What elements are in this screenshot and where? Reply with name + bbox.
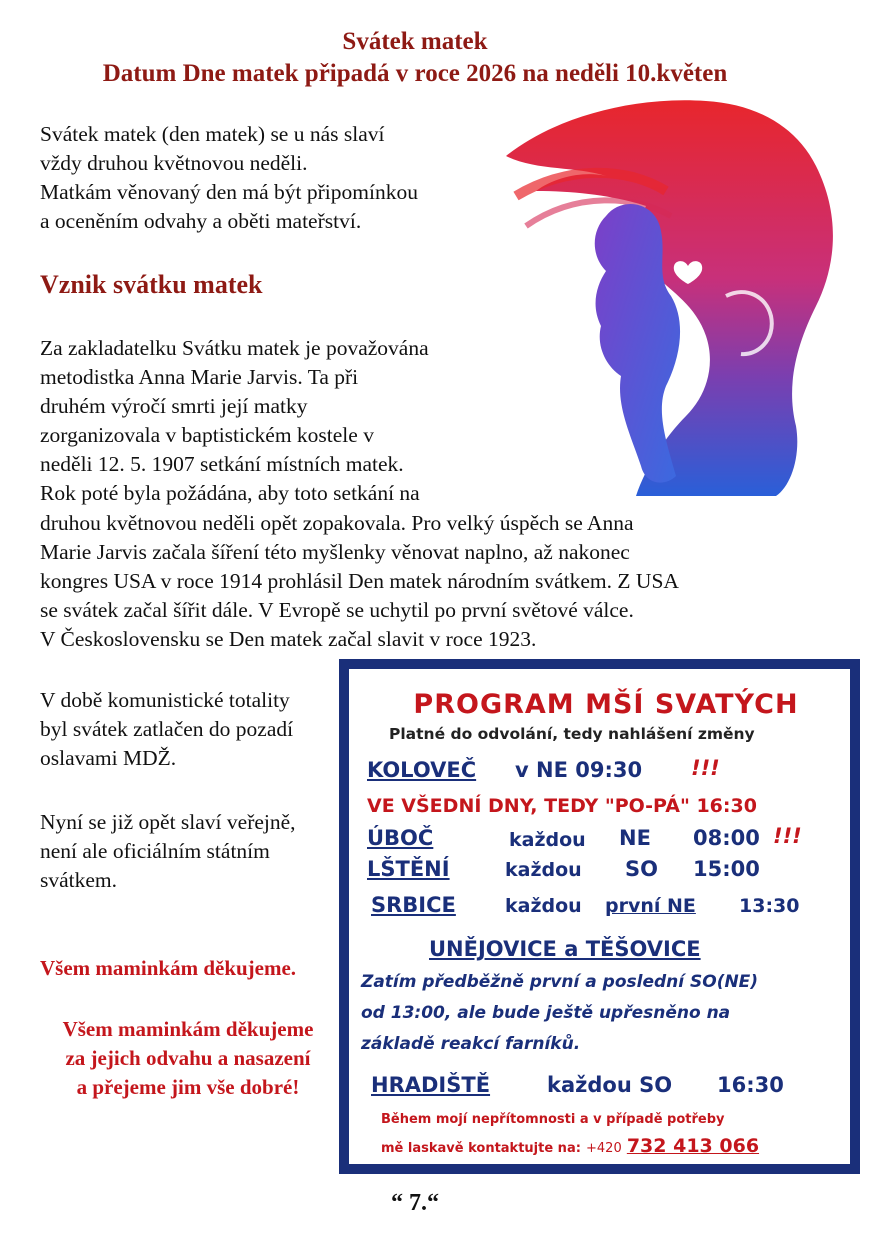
contact-text: mě laskavě kontaktujte na: (381, 1141, 581, 1156)
text-line: metodistka Anna Marie Jarvis. Ta při (40, 365, 359, 389)
text-line: Všem maminkám děkujeme (62, 1017, 314, 1041)
history-paragraph (40, 334, 500, 508)
lsteni-time: 15:00 (693, 857, 760, 881)
hradiste-label: HRADIŠTĚ (371, 1073, 491, 1097)
uboc-each: každou (509, 829, 586, 851)
hradiste-day: každou SO (547, 1073, 673, 1097)
lsteni-each: každou (505, 859, 582, 881)
note-line: základě reakcí farníků. (361, 1034, 581, 1054)
kolovec-time: v NE 09:30 (515, 758, 643, 782)
contact-phone-line (381, 1135, 759, 1157)
uboc-day: NE (619, 826, 651, 850)
text-line: Nyní se již opět slaví veřejně, (40, 810, 296, 834)
text-line: Matkám věnovaný den má být připomínkou (40, 180, 418, 204)
history-paragraph-continued (40, 509, 840, 654)
page-title: Svátek matek (342, 28, 488, 55)
srbice-day: první NE (605, 895, 696, 917)
program-title: PROGRAM MŠÍ SVATÝCH (413, 689, 799, 720)
text-line: V době komunistické totality (40, 688, 290, 712)
text-line: Rok poté byla požádána, aby toto setkání na (40, 481, 420, 505)
page-number: “ 7.“ (391, 1190, 439, 1216)
section-heading: Vznik svátku matek (40, 270, 263, 299)
text-line: druhém výročí smrti její matky (40, 394, 308, 418)
srbice-time: 13:30 (739, 895, 800, 917)
uboc-exclamation: !!! (773, 824, 802, 848)
text-line: svátkem. (40, 868, 118, 892)
srbice-label: SRBICE (371, 893, 456, 917)
note-line: Zatím předběžně první a poslední SO(NE) (361, 972, 759, 992)
phone-prefix: +420 (586, 1141, 622, 1156)
text-line: byl svátek zatlačen do pozadí (40, 717, 294, 741)
text-line: V Československu se Den matek začal slavit v roce 1923. (40, 627, 537, 651)
text-line: Marie Jarvis začala šíření této myšlenky věnovat naplno, až nakonec (40, 540, 630, 564)
kolovec-exclamation: !!! (691, 756, 720, 780)
kolovec-label: KOLOVEČ (367, 758, 477, 782)
text-line: a přejeme jim vše dobré! (76, 1075, 300, 1099)
mass-program-content (349, 669, 850, 1164)
text-line: se svátek začal šířit dále. V Evropě se uchytil po první světové válce. (40, 598, 634, 622)
text-line: zorganizovala v baptistickém kostele v (40, 423, 374, 447)
intro-paragraph (40, 120, 500, 236)
thanks-line: Všem maminkám děkujeme. (40, 956, 297, 980)
program-subtitle: Platné do odvolání, tedy nahlášení změny (389, 725, 755, 743)
text-line: Svátek matek (den matek) se u nás slaví (40, 122, 385, 146)
mass-program-box (339, 659, 860, 1174)
text-line: Za zakladatelku Svátku matek je považována (40, 336, 429, 360)
contact-line: Během mojí nepřítomnosti a v případě potřeby (381, 1112, 725, 1127)
lsteni-label: LŠTĚNÍ (367, 857, 450, 881)
text-line: za jejich odvahu a nasazení (65, 1046, 311, 1070)
text-line: vždy druhou květnovou neděli. (40, 151, 308, 175)
srbice-each: každou (505, 895, 582, 917)
text-line: druhou květnovou neděli opět zopakovala. Pro velký úspěch se Anna (40, 511, 634, 535)
phone-number[interactable]: 732 413 066 (626, 1135, 760, 1157)
lsteni-day: SO (625, 857, 658, 881)
text-line: neděli 12. 5. 1907 setkání místních matek. (40, 452, 404, 476)
weekday-line: VE VŠEDNÍ DNY, TEDY "PO-PÁ" 16:30 (367, 795, 757, 817)
text-line: kongres USA v roce 1914 prohlásil Den matek národním svátkem. Z USA (40, 569, 679, 593)
hradiste-time: 16:30 (717, 1073, 784, 1097)
present-paragraph (40, 808, 340, 895)
totality-paragraph (40, 686, 340, 773)
uboc-time: 08:00 (693, 826, 760, 850)
mother-child-illustration (496, 96, 876, 496)
uboc-label: ÚBOČ (367, 826, 434, 850)
text-line: a oceněním odvahy a oběti mateřství. (40, 209, 362, 233)
unejovice-label: UNĚJOVICE a TĚŠOVICE (429, 937, 701, 961)
text-line: není ale oficiálním státním (40, 839, 270, 863)
note-line: od 13:00, ale bude ještě upřesněno na (361, 1003, 731, 1023)
page-subtitle: Datum Dne matek připadá v roce 2026 na neděli 10.květen (102, 60, 728, 87)
text-line: oslavami MDŽ. (40, 746, 177, 770)
thanks-paragraph (36, 1015, 340, 1102)
